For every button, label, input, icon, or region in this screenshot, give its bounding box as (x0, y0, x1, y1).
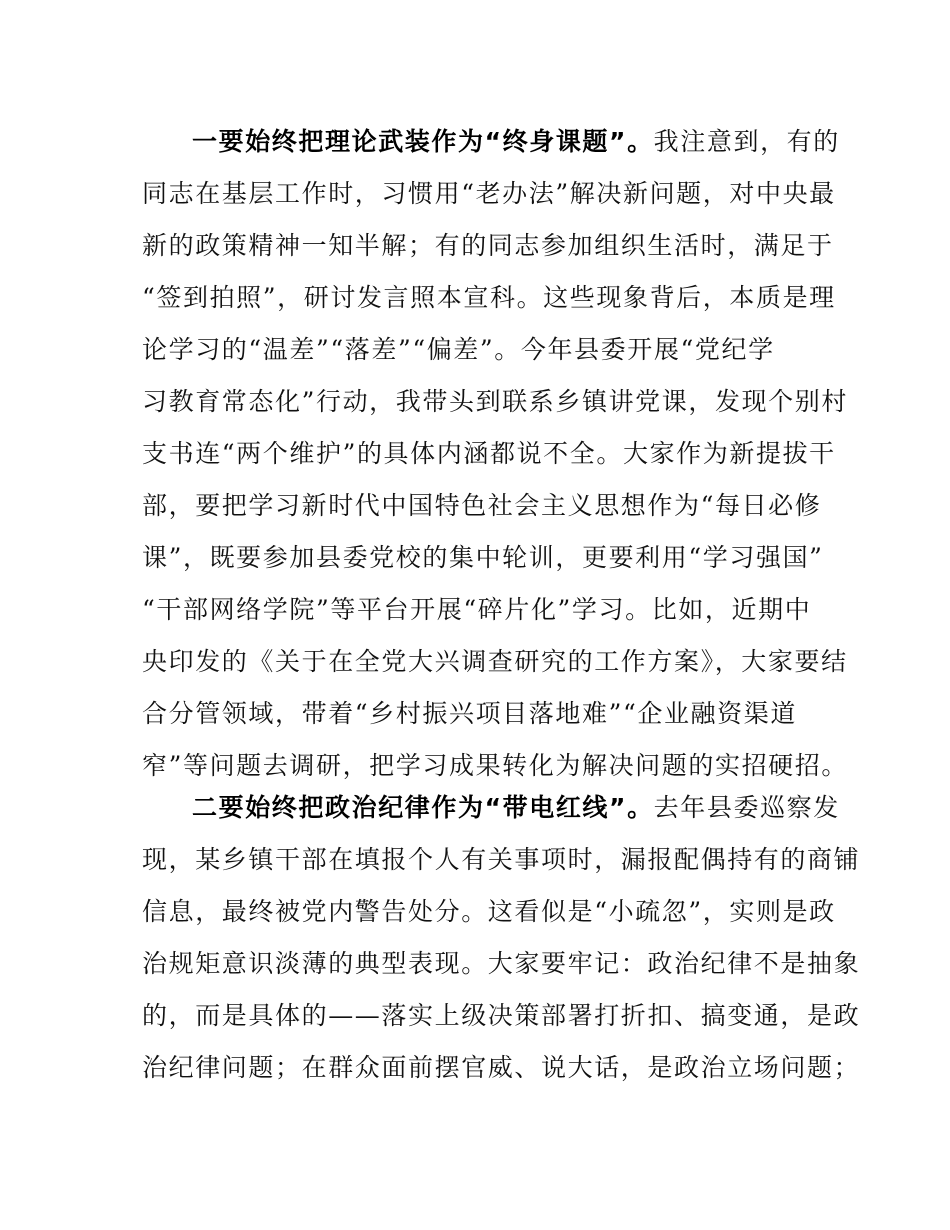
paragraph-line: 支书连“两个维护”的具体内涵都说不全。大家作为新提拔干 (142, 439, 836, 468)
paragraph-line: 课”，既要参加县委党校的集中轮训，更要利用“学习强国” (142, 543, 824, 572)
paragraph-line: 论学习的“温差”“落差”“偏差”。今年县委开展“党纪学 (142, 335, 775, 364)
paragraph-line: 新的政策精神一知半解；有的同志参加组织生活时，满足于 (142, 231, 834, 260)
paragraph-line: 合分管领域，带着“乡村振兴项目落地难”“企业融资渠道 (142, 699, 797, 728)
paragraph-text: 去年县委巡察发 (653, 793, 840, 822)
paragraph-first-line (142, 116, 840, 168)
paragraph-line: 央印发的《关于在全党大兴调查研究的工作方案》，大家要结 (142, 647, 848, 676)
paragraph-line: 治纪律问题；在群众面前摆官威、说大话，是政治立场问题； (142, 1053, 861, 1082)
paragraph-line: 现，某乡镇干部在填报个人有关事项时，漏报配偶持有的商铺 (142, 845, 861, 874)
paragraph-line: 的，而是具体的——落实上级决策部署打折扣、搞变通，是政 (142, 1001, 861, 1030)
paragraph-line: 窄”等问题去调研，把学习成果转化为解决问题的实招硬招。 (142, 751, 848, 780)
paragraph-first-line (142, 782, 840, 834)
paragraph-heading: 一要始终把理论武装作为“终身课题”。 (192, 127, 654, 156)
paragraph-line: “干部网络学院”等平台开展“碎片化”学习。比如，近期中 (142, 595, 812, 624)
paragraph-line: 信息，最终被党内警告处分。这看似是“小疏忽”，实则是政 (142, 897, 836, 926)
paragraph-text: 我注意到，有的 (653, 127, 840, 156)
paragraph-2 (142, 782, 861, 1094)
paragraph-1 (142, 116, 848, 792)
paragraph-heading: 二要始终把政治纪律作为“带电红线”。 (192, 793, 654, 822)
paragraph-line: “签到拍照”，研讨发言照本宣科。这些现象背后，本质是理 (142, 283, 836, 312)
paragraph-line: 部，要把学习新时代中国特色社会主义思想作为“每日必修 (142, 491, 822, 520)
paragraph-line: 同志在基层工作时，习惯用“老办法”解决新问题，对中央最 (142, 179, 836, 208)
paragraph-line: 治规矩意识淡薄的典型表现。大家要牢记：政治纪律不是抽象 (142, 949, 861, 978)
paragraph-line: 习教育常态化”行动，我带头到联系乡镇讲党课，发现个别村 (142, 387, 848, 416)
